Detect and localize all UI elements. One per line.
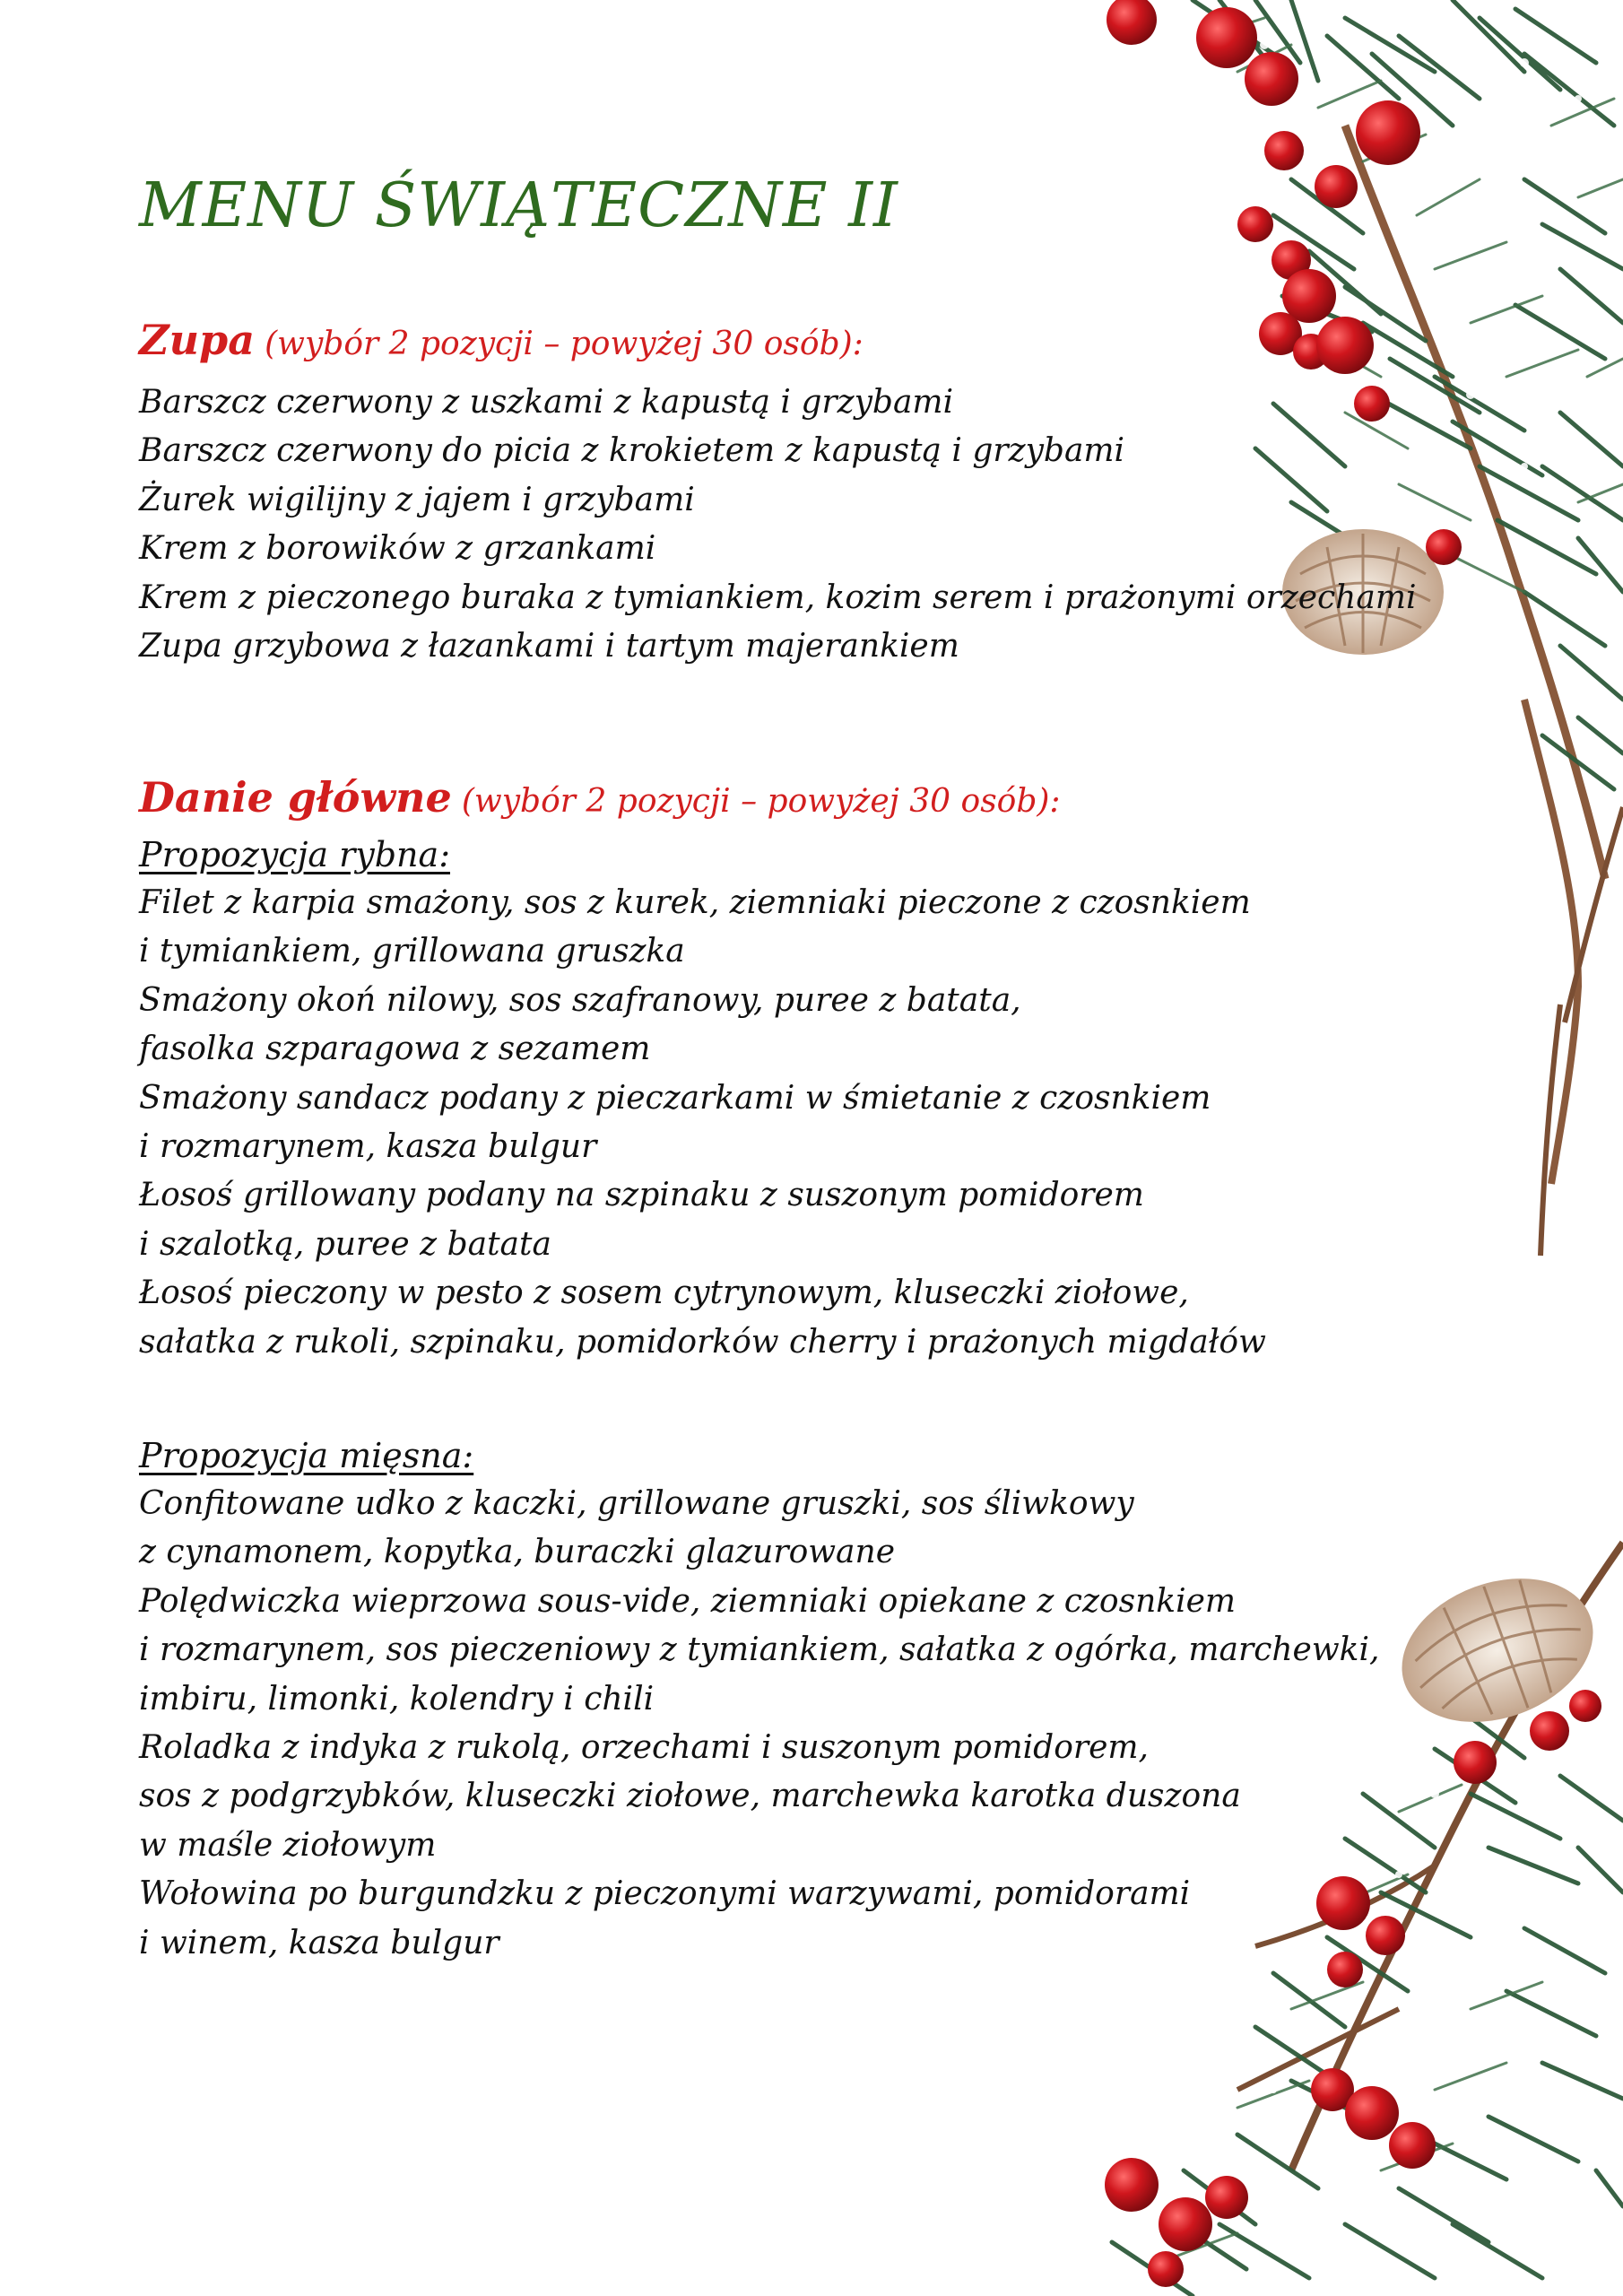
- soup-list: [139, 378, 1416, 671]
- fish-line: sałatka z rukoli, szpinaku, pomidorków cherry i prażonych migdałów: [139, 1323, 1266, 1361]
- meat-proposal: [139, 1431, 1379, 1968]
- fish-line: Smażony okoń nilowy, sos szafranowy, puree z batata,: [139, 981, 1021, 1019]
- meat-line: z cynamonem, kopytka, buraczki glazurowane: [139, 1534, 896, 1571]
- meat-line: i rozmarynem, sos pieczeniowy z tymiankiem, sałatka z ogórka, marchewki,: [139, 1631, 1380, 1669]
- meat-line: Confitowane udko z kaczki, grillowane gruszki, sos śliwkowy: [139, 1485, 1134, 1522]
- soup-item: Barszcz czerwony do picia z krokietem z kapustą i grzybami: [139, 432, 1125, 470]
- fish-line: i rozmarynem, kasza bulgur: [139, 1128, 597, 1166]
- soup-section-header: [139, 316, 864, 364]
- main-section-header: [139, 773, 1061, 822]
- fish-line: i tymiankiem, grillowana gruszka: [139, 933, 685, 970]
- soup-item: Żurek wigilijny z jajem i grzybami: [139, 481, 695, 518]
- soup-item: Zupa grzybowa z łazankami i tartym majerankiem: [139, 628, 959, 665]
- fish-line: i szalotką, puree z batata: [139, 1225, 551, 1263]
- fish-line: Łosoś pieczony w pesto z sosem cytrynowym, kluseczki ziołowe,: [139, 1274, 1189, 1312]
- soup-item: Krem z pieczonego buraka z tymiankiem, kozim serem i prażonymi orzechami: [139, 578, 1417, 616]
- soup-item: Barszcz czerwony z uszkami z kapustą i grzybami: [139, 384, 954, 421]
- fish-line: Filet z karpia smażony, sos z kurek, ziemniaki pieczone z czosnkiem: [139, 884, 1251, 921]
- main-section-title: Danie główne: [139, 773, 452, 822]
- soup-section-title: Zupa: [139, 316, 255, 364]
- meat-line: sos z podgrzybków, kluseczki ziołowe, marchewka karotka duszona: [139, 1778, 1241, 1815]
- meat-line: Polędwiczka wieprzowa sous-vide, ziemniaki opiekane z czosnkiem: [139, 1582, 1237, 1620]
- fish-proposal: [139, 831, 1266, 1367]
- fish-line: fasolka szparagowa z sezamem: [139, 1031, 651, 1068]
- fish-proposal-heading: Propozycja rybna:: [139, 835, 450, 874]
- soup-item: Krem z borowików z grzankami: [139, 530, 656, 568]
- meat-line: i winem, kasza bulgur: [139, 1924, 499, 1961]
- fish-line: Łosoś grillowany podany na szpinaku z suszonym pomidorem: [139, 1177, 1144, 1214]
- meat-line: Roladka z indyka z rukolą, orzechami i suszonym pomidorem,: [139, 1729, 1149, 1767]
- meat-proposal-heading: Propozycja mięsna:: [139, 1436, 474, 1475]
- fish-line: Smażony sandacz podany z pieczarkami w śmietanie z czosnkiem: [139, 1079, 1211, 1117]
- meat-line: imbiru, limonki, kolendry i chili: [139, 1680, 655, 1718]
- meat-line: Wołowina po burgundzku z pieczonymi warzywami, pomidorami: [139, 1875, 1191, 1913]
- meat-line: w maśle ziołowym: [139, 1826, 437, 1864]
- page-title: MENU ŚWIĄTECZNE II: [139, 170, 898, 241]
- soup-section-note: (wybór 2 pozycji – powyżej 30 osób):: [265, 326, 864, 362]
- main-section-note: (wybór 2 pozycji – powyżej 30 osób):: [461, 783, 1061, 820]
